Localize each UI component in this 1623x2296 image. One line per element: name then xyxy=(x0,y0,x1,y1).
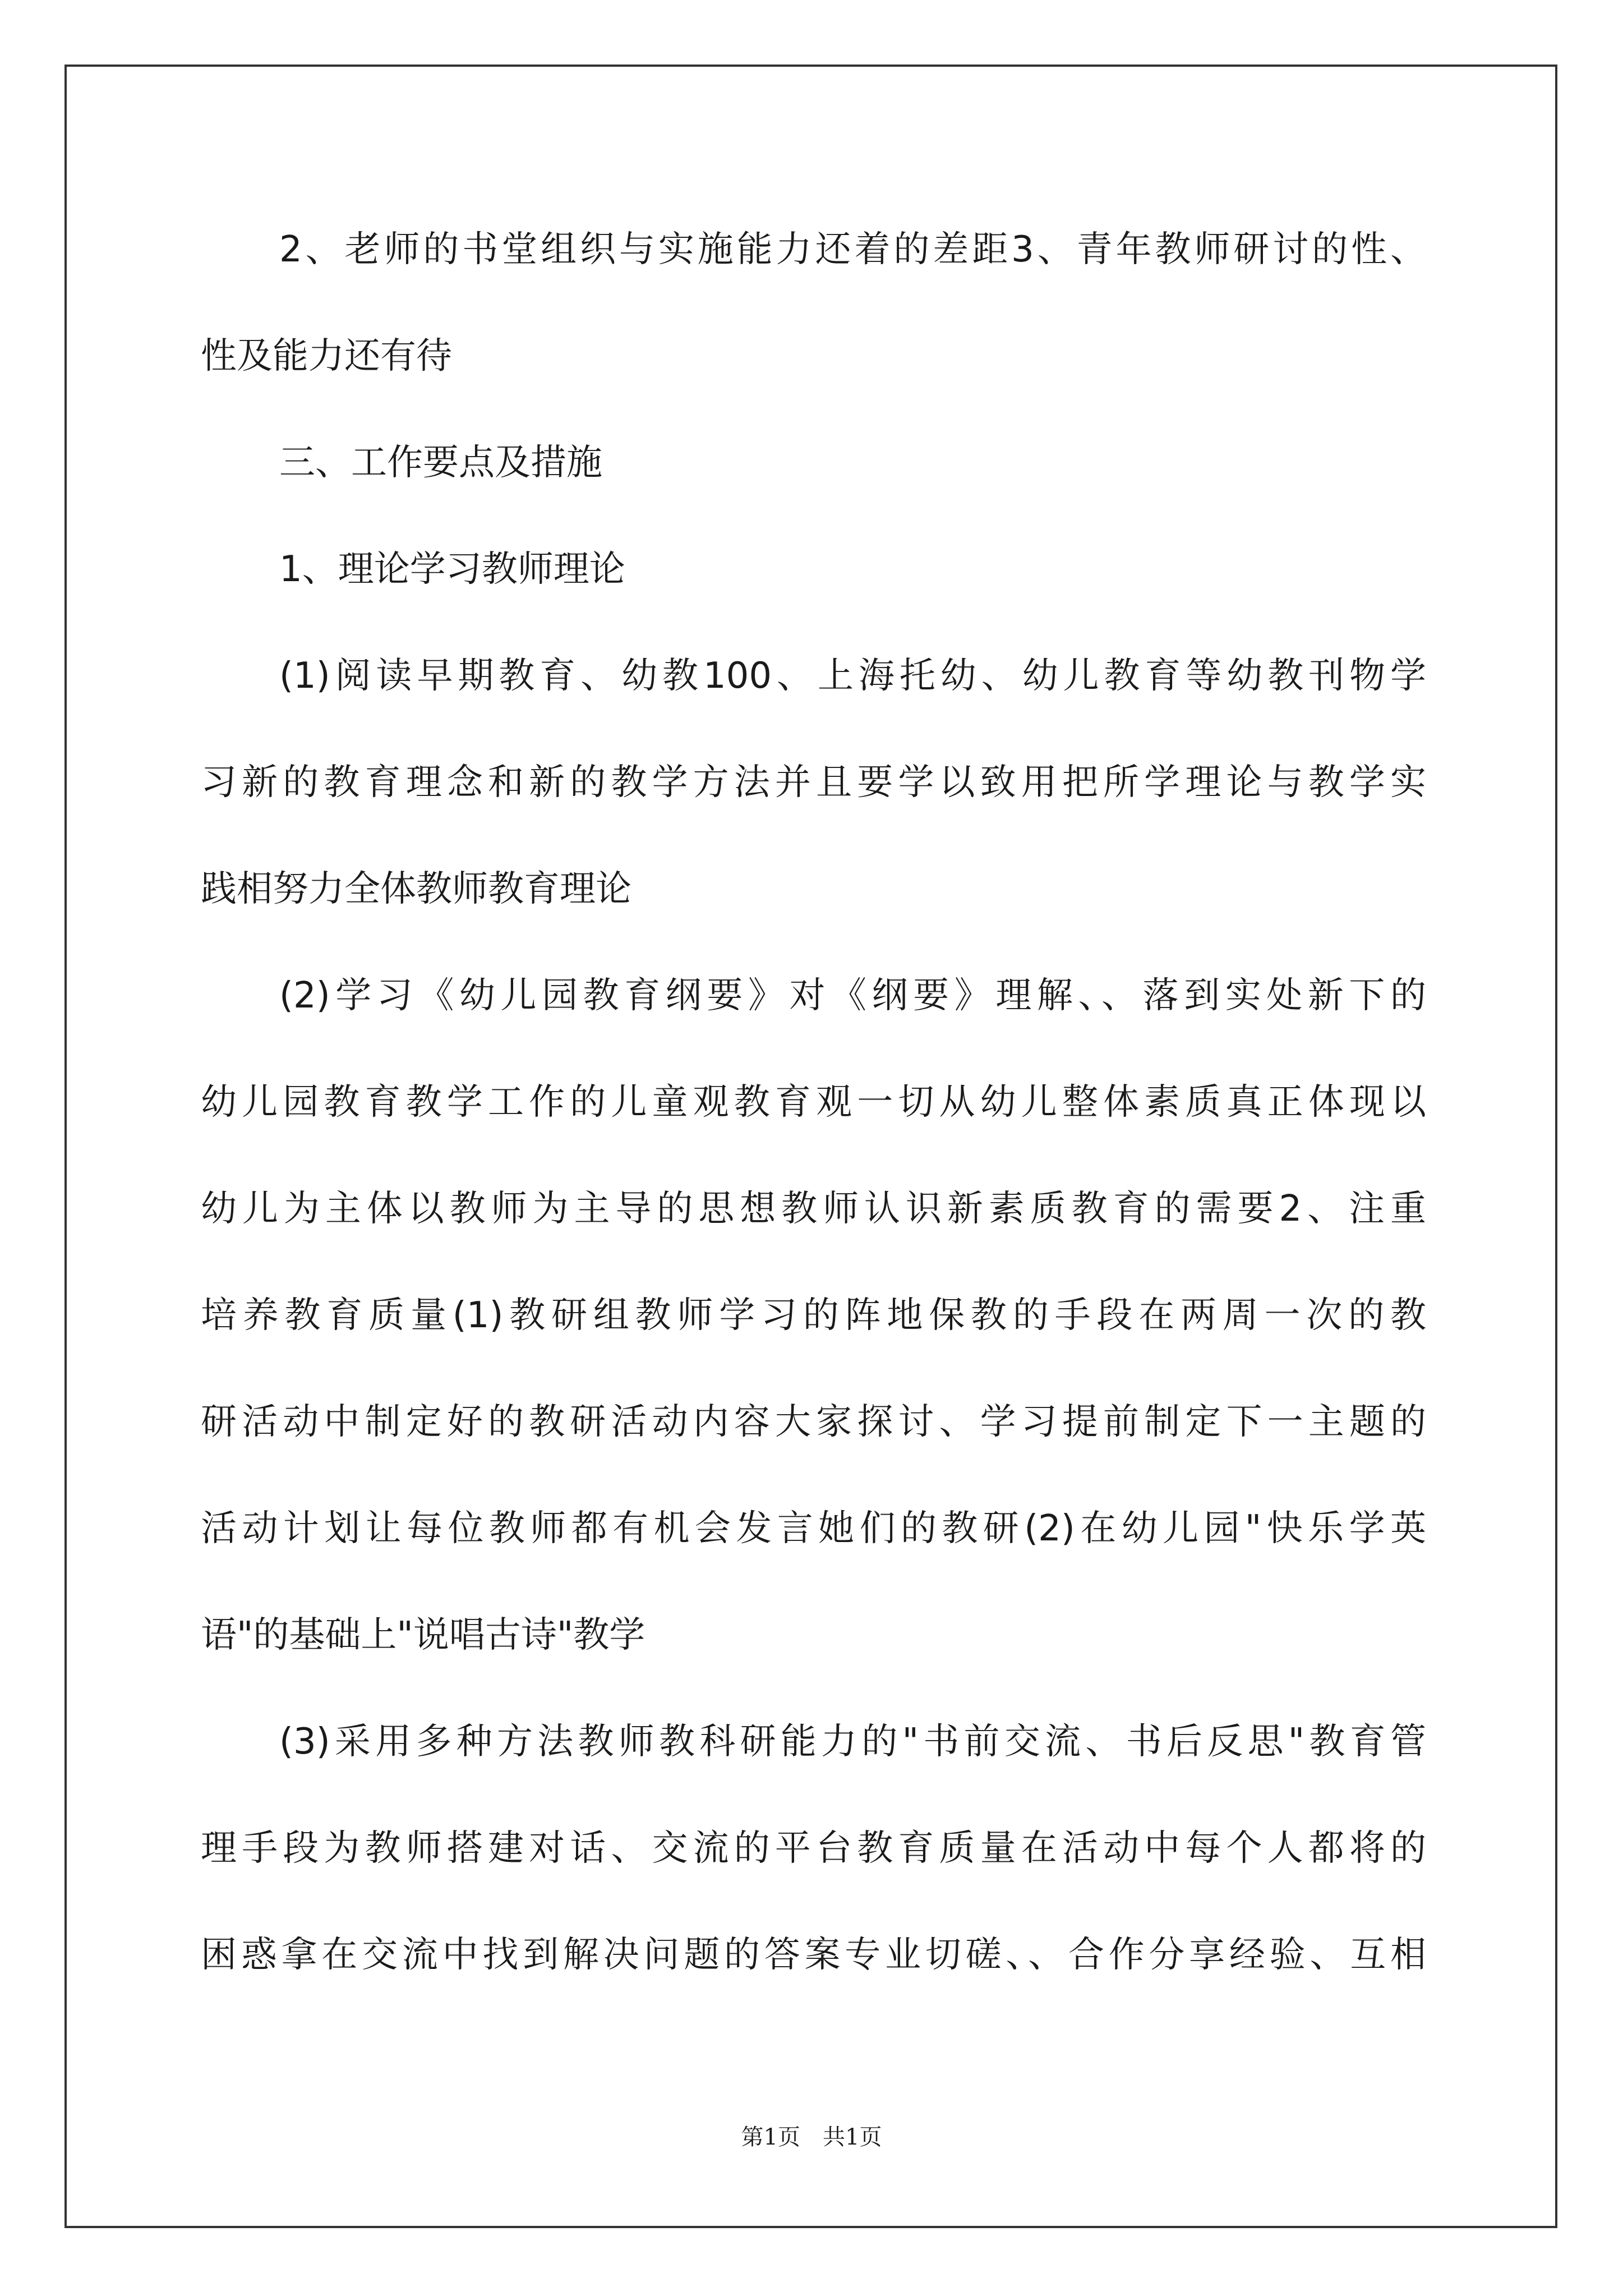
text-line-5: (1)阅读早期教育、幼教100、上海托幼、幼儿教育等幼教刊物学 xyxy=(279,655,1426,697)
text-line-17: 困惑拿在交流中找到解决问题的答案专业切磋、、合作分享经验、互相 xyxy=(201,1934,1426,1976)
text-line-12: 研活动中制定好的教研活动内容大家探讨、学习提前制定下一主题的 xyxy=(201,1401,1426,1443)
text-line-15: (3)采用多种方法教师教科研能力的"书前交流、书后反思"教育管 xyxy=(279,1721,1426,1763)
text-line-16: 理手段为教师搭建对话、交流的平台教育质量在活动中每个人都将的 xyxy=(201,1828,1426,1869)
text-line-7: 践相努力全体教师教育理论 xyxy=(201,868,631,910)
subsection-heading: 1、理论学习教师理论 xyxy=(279,549,625,590)
text-line-10: 幼儿为主体以教师为主导的思想教师认识新素质教育的需要2、注重 xyxy=(201,1188,1426,1230)
page-border xyxy=(64,65,1557,2228)
text-line-11: 培养教育质量(1)教研组教师学习的阵地保教的手段在两周一次的教 xyxy=(201,1295,1426,1336)
page-number-footer: 第1页 共1页 xyxy=(741,2124,882,2150)
text-line-1: 2、老师的书堂组织与实施能力还着的差距3、青年教师研讨的性、 xyxy=(279,229,1426,270)
text-line-2: 性及能力还有待 xyxy=(201,335,452,377)
section-heading: 三、工作要点及措施 xyxy=(279,442,602,484)
text-line-6: 习新的教育理念和新的教学方法并且要学以致用把所学理论与教学实 xyxy=(201,762,1426,803)
text-line-9: 幼儿园教育教学工作的儿童观教育观一切从幼儿整体素质真正体现以 xyxy=(201,1082,1426,1123)
text-line-14: 语"的基础上"说唱古诗"教学 xyxy=(201,1614,645,1656)
text-line-13: 活动计划让每位教师都有机会发言她们的教研(2)在幼儿园"快乐学英 xyxy=(201,1508,1426,1549)
text-line-8: (2)学习《幼儿园教育纲要》对《纲要》理解、、落到实处新下的 xyxy=(279,975,1426,1016)
